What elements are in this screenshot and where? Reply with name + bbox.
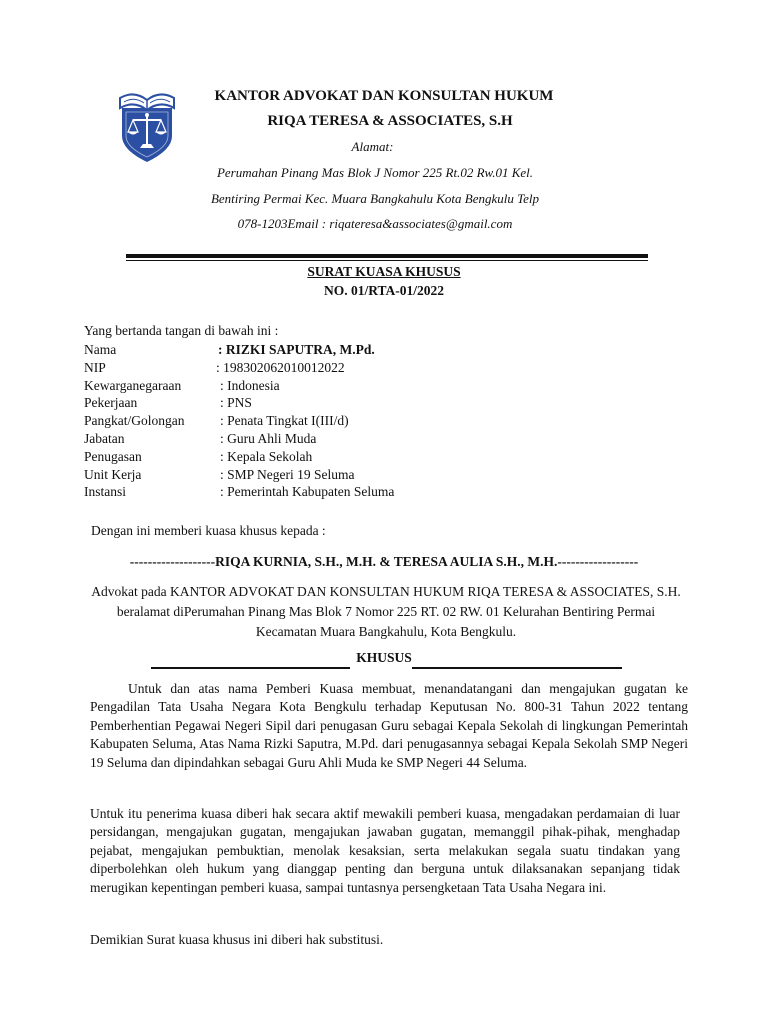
advokat-text: Advokat pada KANTOR ADVOKAT DAN KONSULTAN HUKUM RIQA TERESA & ASSOCIATES, S.H. beralamat diPerumahan Pinang Mas Blok 7 Nomor 225 RT. 02 RW. 01 Kelurahan Bentiring Permai Kecamatan Muara Bangkahulu, Kota Bengkulu. (91, 584, 681, 639)
khusus-rule-left (151, 667, 350, 669)
grantee-names: -------------------RIQA KURNIA, S.H., M.H. & TERESA AULIA S.H., M.H.------------------ (129, 554, 639, 569)
address-line-3: 078-1203Email : riqateresa&associates@gmail.com (237, 216, 513, 231)
field-value: : 198302062010012022 (216, 359, 345, 375)
khusus-rule-right (412, 667, 622, 669)
field-value: : Penata Tingkat I(III/d) (220, 413, 349, 429)
intro-text: Yang bertanda tangan di bawah ini : (84, 323, 279, 338)
paragraph-1: Untuk dan atas nama Pemberi Kuasa membuat, menandatangani dan mengajukan gugatan ke Pengadilan Tata Usaha Negara Kota Bengkulu terhadap Keputusan No. 800-31 Tahun 2022 tentang Pemberhentian Pegawai Negeri Sipil dari penugasan Guru sebagai Kepala Sekolah di lingkungan Pemerintah Kabupaten Seluma, Atas Nama Rizki Saputra, M.Pd. dari penugasannya sebagai Kepala Sekolah SMP Negeri 19 Seluma dan dipindahkan sebagai Guru Ahli Muda ke SMP Negeri 44 Seluma. (90, 681, 688, 770)
field-label: Jabatan (84, 430, 125, 446)
firm-partners: RIQA TERESA & ASSOCIATES, S.H (267, 113, 513, 129)
field-label: Pekerjaan (84, 395, 138, 411)
field-label: Pangkat/Golongan (84, 413, 185, 429)
field-value: : Pemerintah Kabupaten Seluma (220, 484, 395, 500)
field-label: Kewarganegaraan (84, 377, 182, 393)
field-label: NIP (84, 359, 106, 375)
field-value: : PNS (220, 395, 252, 411)
document-title: SURAT KUASA KHUSUS (307, 264, 461, 279)
field-value: : SMP Negeri 19 Seluma (220, 466, 355, 482)
address-label: Alamat: (351, 139, 394, 154)
letterhead-divider-thick (126, 254, 648, 258)
paragraph-2: Untuk itu penerima kuasa diberi hak secara aktif mewakili pemberi kuasa, mengadakan perdamaian di luar persidangan, mengajukan gugatan, mengajukan jawaban gugatan, memanggil pihak-pihak, menghadap pejabat, mengajukan pembuktian, menolak kesaksian, serta melakukan segala suatu tindakan yang diperbolehkan oleh hukum yang dianggap penting dan berguna untuk dilaksanakan sepanjang tidak merugikan kepentingan pemberi kuasa, sampai tuntasnya persengketaan Tata Usaha Negara ini. (90, 806, 680, 895)
document-number: NO. 01/RTA-01/2022 (323, 283, 445, 298)
field-value: : Kepala Sekolah (220, 448, 313, 464)
khusus-heading: KHUSUS (356, 650, 412, 665)
field-label: Unit Kerja (84, 466, 142, 482)
field-label: Nama (84, 342, 117, 357)
field-value: : RIZKI SAPUTRA, M.Pd. (218, 342, 375, 357)
address-line-2: Bentiring Permai Kec. Muara Bangkahulu Kota Bengkulu Telp (210, 191, 540, 206)
grant-text: Dengan ini memberi kuasa khusus kepada : (91, 523, 326, 538)
address-line-1: Perumahan Pinang Mas Blok J Nomor 225 Rt.02 Rw.01 Kel. (216, 165, 534, 180)
field-label: Penugasan (84, 448, 142, 464)
paragraph-3: Demikian Surat kuasa khusus ini diberi hak substitusi. (90, 932, 384, 947)
letterhead-divider-thin (126, 260, 648, 261)
field-label: Instansi (84, 484, 126, 500)
field-value: : Indonesia (220, 377, 280, 393)
firm-name: KANTOR ADVOKAT DAN KONSULTAN HUKUM (214, 88, 554, 104)
field-value: : Guru Ahli Muda (220, 430, 317, 446)
